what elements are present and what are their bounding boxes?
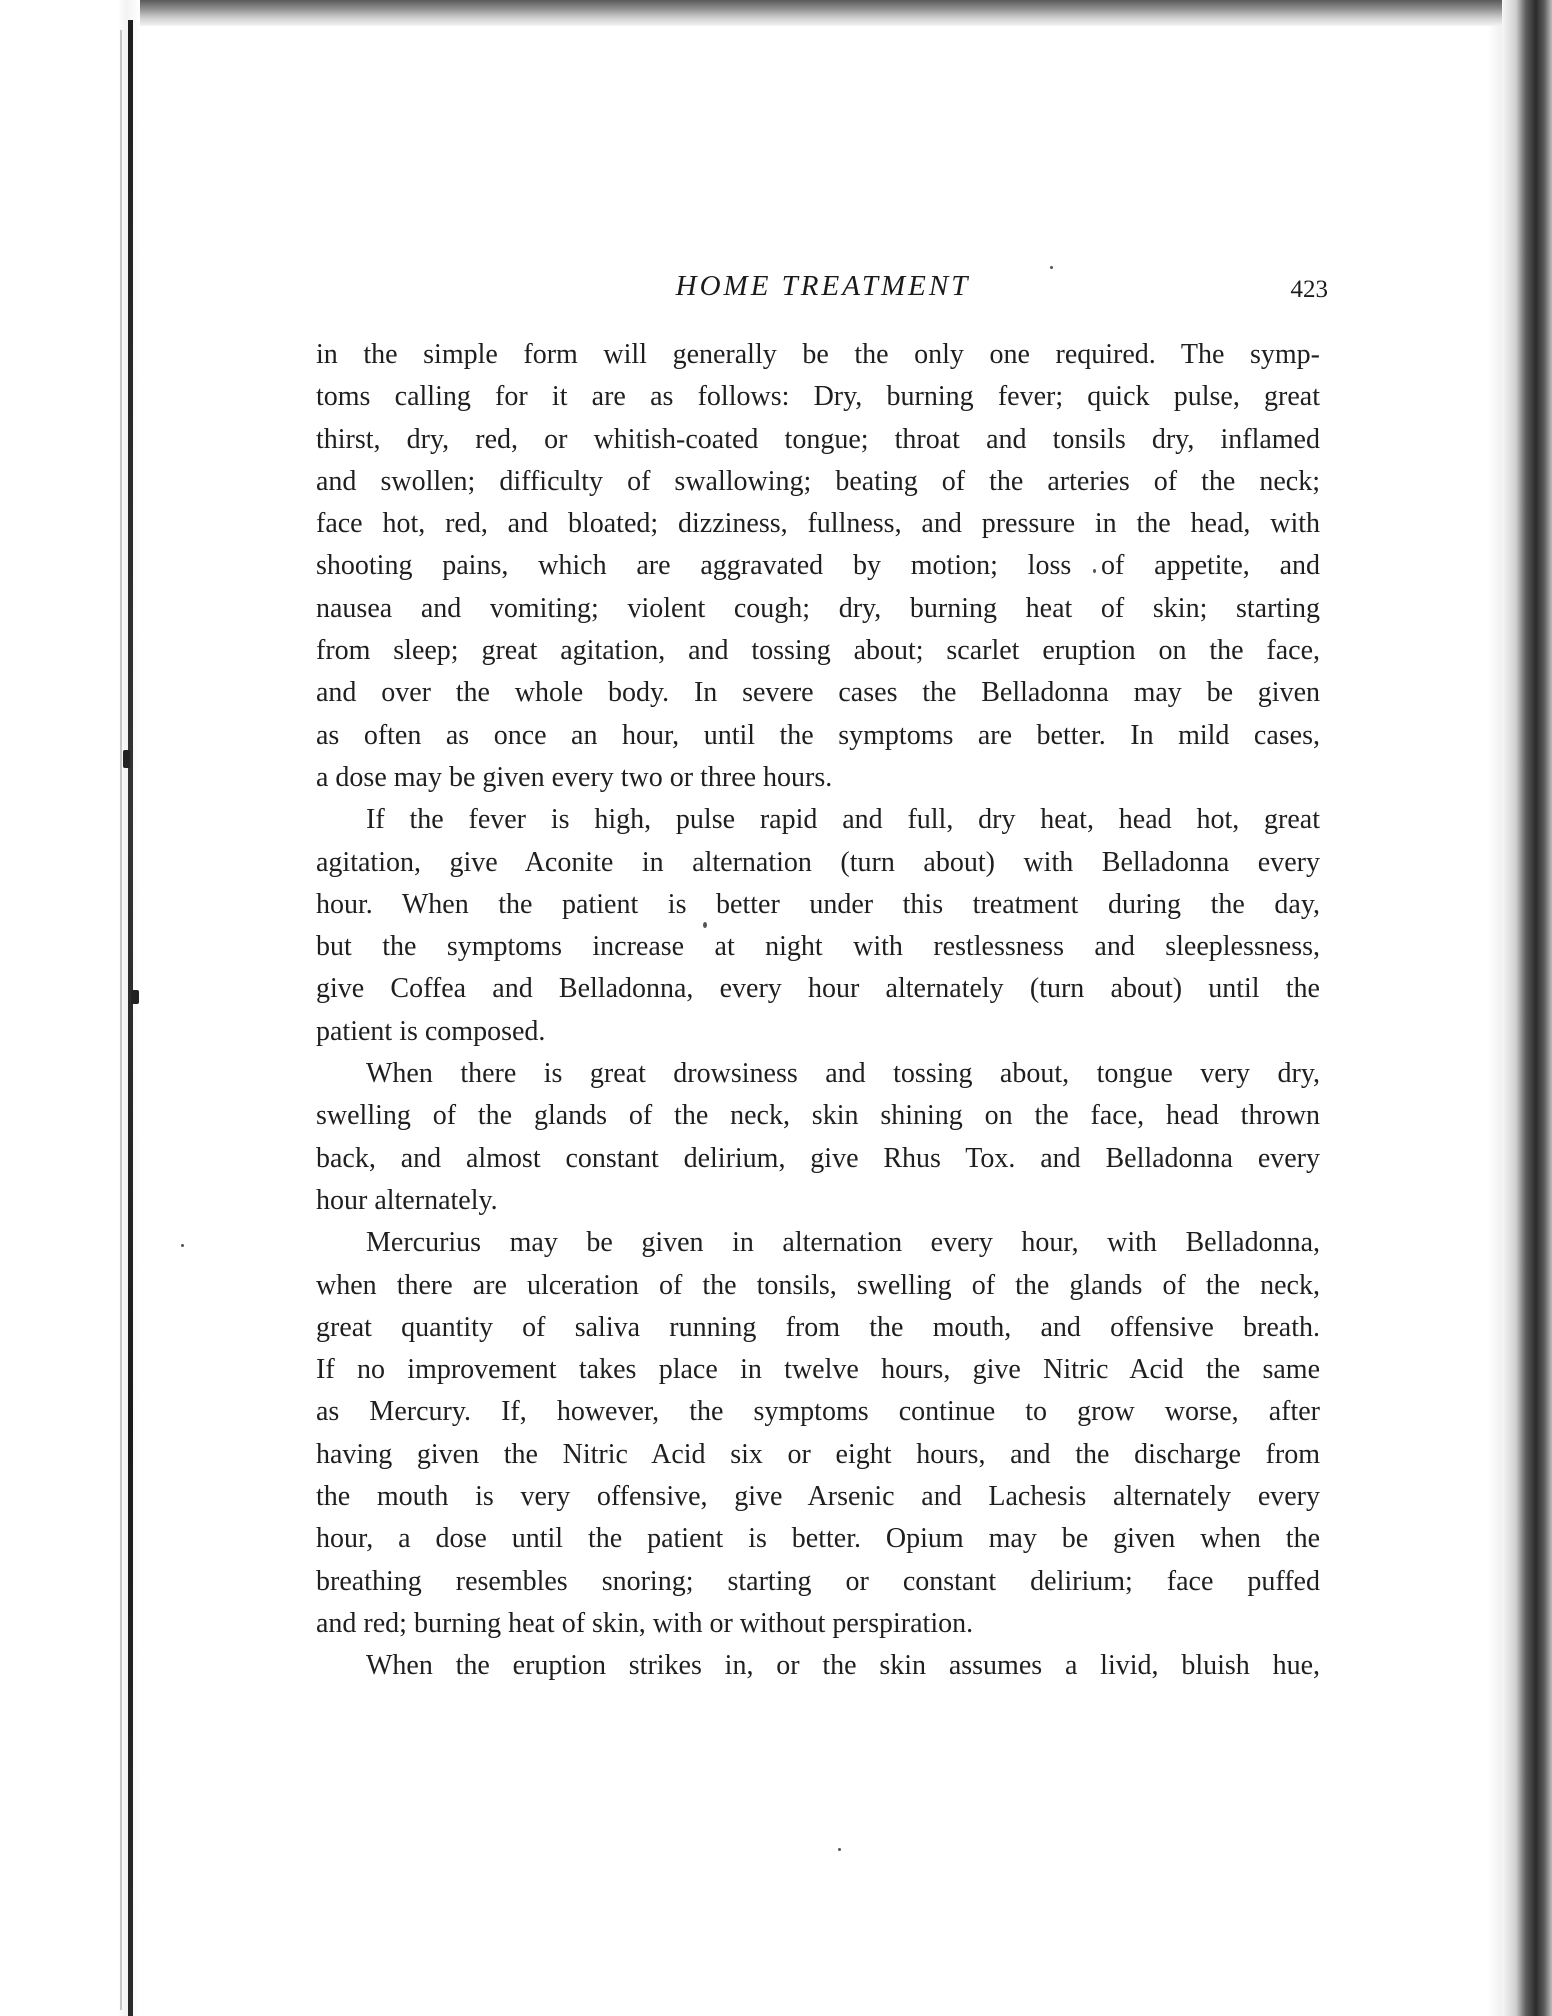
text-line: If no improvement takes place in twelve hours, give Nitric Acid the same	[316, 1354, 1320, 1386]
binding-mark	[123, 750, 130, 768]
text-line: hour. When the patient is better under this treatment during the day,	[316, 888, 1320, 920]
text-line: having given the Nitric Acid six or eight hours, and the discharge from	[316, 1438, 1320, 1470]
text-line: hour alternately.	[316, 1184, 498, 1216]
speck	[838, 1848, 841, 1851]
text-line: If the fever is high, pulse rapid and full, dry heat, head hot, great	[366, 804, 1320, 836]
text-line: but the symptoms increase at night with restlessness and sleeplessness,	[316, 931, 1320, 963]
text-line: when there are ulceration of the tonsils, swelling of the glands of the neck,	[316, 1269, 1320, 1301]
binding-shadow	[120, 30, 122, 2010]
text-line: give Coffea and Belladonna, every hour alternately (turn about) until the	[316, 973, 1320, 1005]
binding-edge	[128, 20, 133, 2016]
page-number: 423	[1290, 276, 1328, 303]
text-line: back, and almost constant delirium, give Rhus Tox. and Belladonna every	[316, 1142, 1320, 1174]
speck	[181, 1244, 184, 1247]
text-line: patient is composed.	[316, 1015, 546, 1047]
text-line: breathing resembles snoring; starting or constant delirium; face puffed	[316, 1565, 1320, 1597]
speck	[1050, 266, 1053, 269]
text-line: and swollen; difficulty of swallowing; beating of the arteries of the neck;	[316, 465, 1320, 497]
text-line: agitation, give Aconite in alternation (turn about) with Belladonna every	[316, 846, 1320, 878]
text-line: and red; burning heat of skin, with or without perspiration.	[316, 1607, 974, 1639]
text-line: as often as once an hour, until the symptoms are better. In mild cases,	[316, 719, 1320, 751]
text-line: in the simple form will generally be the only one required. The symp-	[316, 339, 1320, 370]
text-line: and over the whole body. In severe cases the Belladonna may be given	[316, 677, 1320, 709]
text-line: toms calling for it are as follows: Dry, burning fever; quick pulse, great	[316, 381, 1320, 413]
text-line: the mouth is very offensive, give Arsenic and Lachesis alternately every	[316, 1481, 1320, 1513]
text-line: swelling of the glands of the neck, skin shining on the face, head thrown	[316, 1100, 1320, 1132]
text-line: from sleep; great agitation, and tossing about; scarlet eruption on the face,	[316, 635, 1320, 667]
text-line: nausea and vomiting; violent cough; dry, burning heat of skin; starting	[316, 592, 1320, 624]
body-text	[316, 334, 1320, 1688]
page-shadow	[1488, 26, 1502, 2016]
text-line: Mercurius may be given in alternation every hour, with Belladonna,	[366, 1227, 1320, 1259]
scan-top-edge	[0, 0, 1552, 26]
text-line: great quantity of saliva running from the mouth, and offensive breath.	[316, 1311, 1320, 1343]
text-line: When there is great drowsiness and tossing about, tongue very dry,	[366, 1058, 1320, 1090]
text-line: hour, a dose until the patient is better. Opium may be given when the	[316, 1523, 1320, 1555]
running-title: HOME TREATMENT	[675, 270, 971, 302]
text-line: face hot, red, and bloated; dizziness, fullness, and pressure in the head, with	[316, 508, 1320, 540]
running-head	[318, 270, 1328, 310]
text-line: thirst, dry, red, or whitish-coated tongue; throat and tonsils dry, inflamed	[316, 423, 1320, 455]
scan-right-edge	[1502, 0, 1552, 2016]
scan-left-margin	[0, 0, 140, 2016]
binding-mark	[131, 990, 139, 1004]
text-line: a dose may be given every two or three hours.	[316, 761, 833, 793]
text-line: shooting pains, which are aggravated by motion; loss of appetite, and	[316, 550, 1320, 582]
text-line: as Mercury. If, however, the symptoms continue to grow worse, after	[316, 1396, 1320, 1428]
text-line: When the eruption strikes in, or the skin assumes a livid, bluish hue,	[366, 1650, 1320, 1682]
